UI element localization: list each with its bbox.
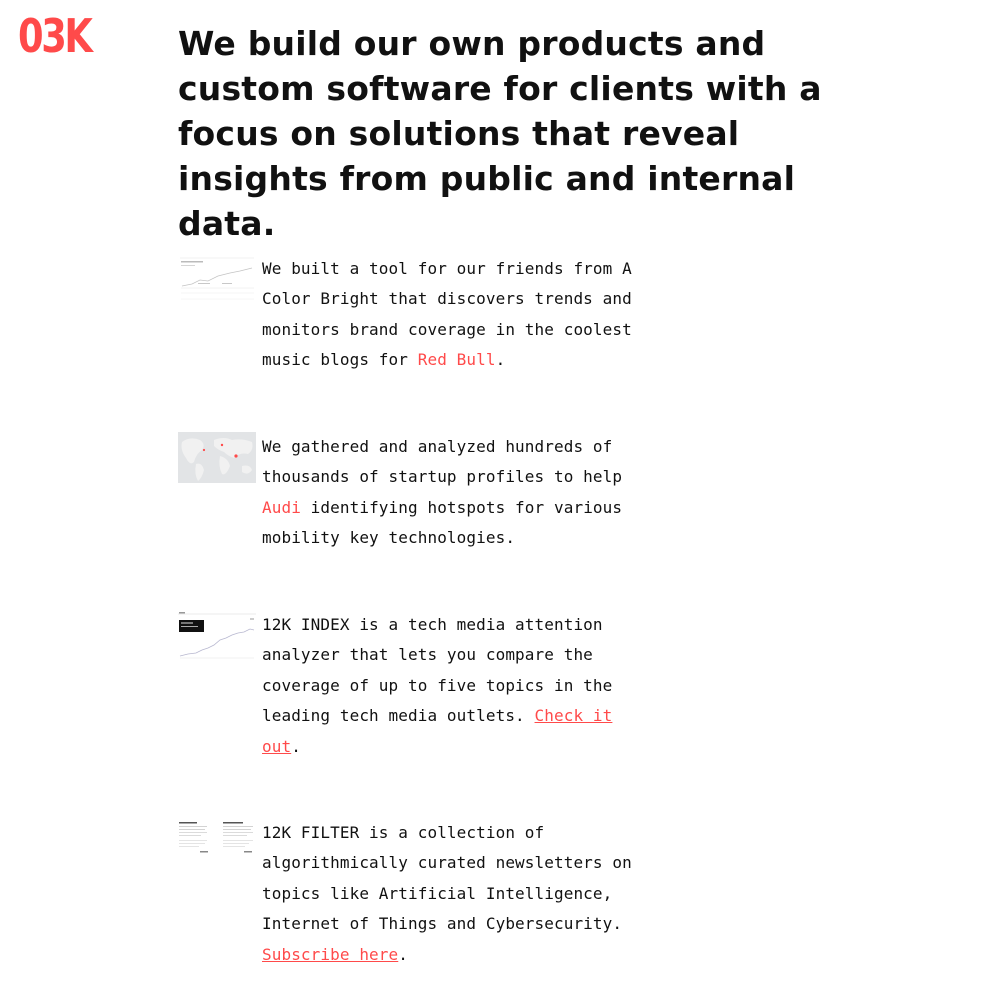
line-chart-screenshot-icon[interactable] (178, 610, 256, 661)
project-description (262, 432, 638, 554)
world-map-icon[interactable] (178, 432, 256, 483)
project-text: We gathered and analyzed hundreds of thousands of startup profiles to help (262, 437, 623, 487)
project-text: 12K FILTER is a collection of algorithmically curated newsletters on topics like Artificial Intelligence, Internet of Things and Cybersecurity. (262, 823, 632, 934)
dashboard-screenshot-icon[interactable] (178, 254, 256, 305)
logo[interactable]: 03K (18, 9, 91, 63)
red-bull-link[interactable]: Red Bull (417, 350, 496, 370)
headline: We build our own products and custom software for clients with a focus on solutions that reveal insights from public and internal data. (178, 24, 822, 243)
subscribe-here-link[interactable]: Subscribe here (262, 944, 399, 964)
project-text-end: . (495, 350, 506, 370)
project-text-end: . (291, 736, 301, 756)
project-text-end: identifying hotspots for various mobility key technologies. (262, 497, 623, 548)
check-it-out-link[interactable]: Check it out (262, 706, 613, 756)
project-description (262, 254, 638, 376)
project-text-end: . (398, 944, 408, 964)
audi-link[interactable]: Audi (262, 497, 301, 517)
project-description (262, 818, 638, 970)
project-text: We built a tool for our friends from A Color Bright that discovers trends and monitors brand coverage in the coolest music blogs for (262, 259, 632, 370)
newsletter-screenshot-icon[interactable] (178, 818, 256, 869)
project-text: 12K INDEX is a tech media attention analyzer that lets you compare the coverage of up to five topics in the leading tech media outlets. (262, 615, 613, 726)
project-description (262, 610, 638, 762)
